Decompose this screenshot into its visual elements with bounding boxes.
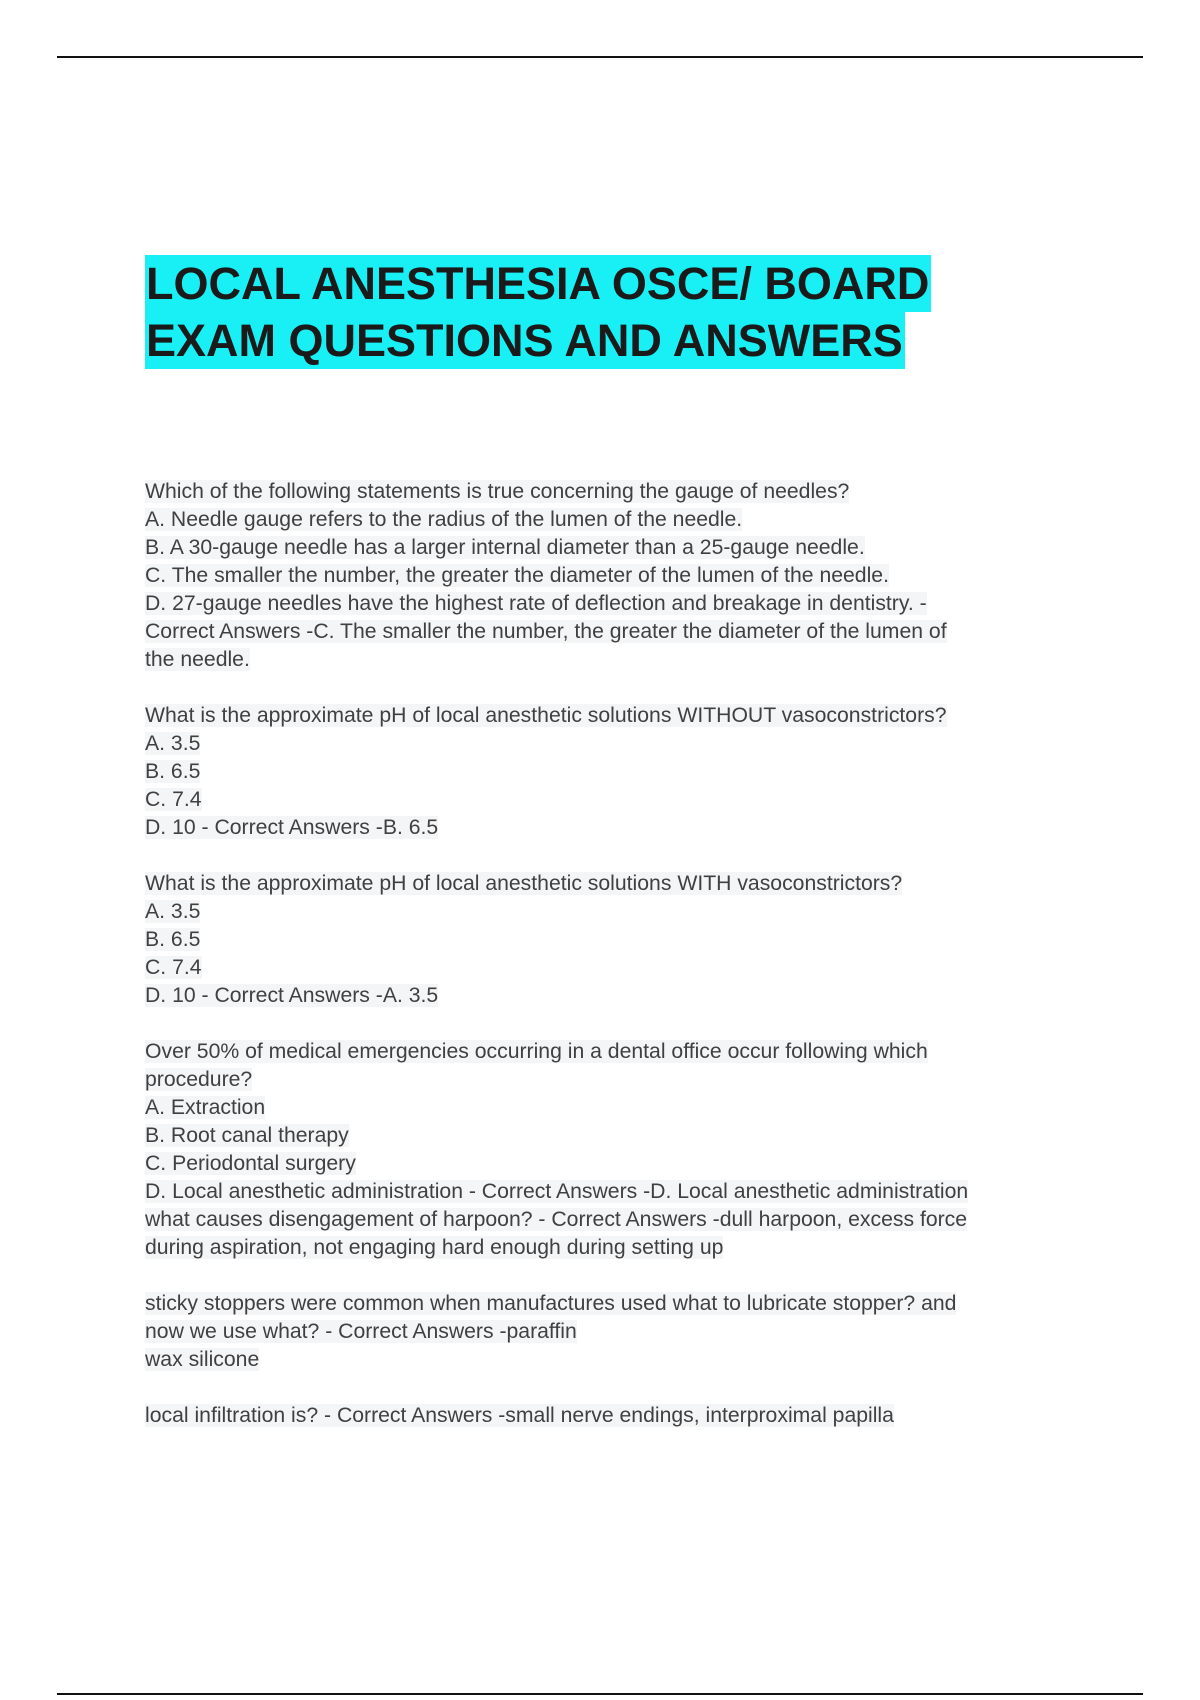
qa-line-text: D. 10 - Correct Answers -B. 6.5 (145, 816, 439, 839)
qa-line (145, 1402, 1105, 1430)
qa-line (145, 534, 1105, 562)
qa-line-text: Over 50% of medical emergencies occurring in a dental office occur following which (145, 1040, 928, 1063)
qa-line (145, 926, 1105, 954)
qa-block (145, 478, 1105, 674)
qa-line-text: what causes disengagement of harpoon? - Correct Answers -dull harpoon, excess force (145, 1208, 968, 1231)
qa-line-text: D. 10 - Correct Answers -A. 3.5 (145, 984, 439, 1007)
title-line-2: EXAM QUESTIONS AND ANSWERS (145, 312, 905, 369)
qa-line (145, 702, 1105, 730)
qa-line-text: D. 27-gauge needles have the highest rate of deflection and breakage in dentistry. - (145, 592, 927, 615)
qa-line (145, 618, 1105, 646)
qa-line (145, 562, 1105, 590)
qa-line-text: A. Needle gauge refers to the radius of the lumen of the needle. (145, 508, 743, 531)
qa-line (145, 982, 1105, 1010)
qa-content (145, 478, 1105, 1458)
qa-line-text: wax silicone (145, 1348, 260, 1371)
qa-line (145, 1094, 1105, 1122)
qa-line (145, 1178, 1105, 1206)
qa-line-text: D. Local anesthetic administration - Correct Answers -D. Local anesthetic administration (145, 1180, 969, 1203)
qa-line (145, 786, 1105, 814)
qa-line (145, 814, 1105, 842)
qa-line (145, 1318, 1105, 1346)
qa-line-text: during aspiration, not engaging hard enough during setting up (145, 1236, 724, 1259)
qa-line (145, 1346, 1105, 1374)
qa-line-text: B. A 30-gauge needle has a larger internal diameter than a 25-gauge needle. (145, 536, 865, 559)
qa-line-text: B. 6.5 (145, 928, 201, 951)
qa-line-text: sticky stoppers were common when manufactures used what to lubricate stopper? and (145, 1292, 957, 1315)
qa-line (145, 730, 1105, 758)
qa-line (145, 590, 1105, 618)
qa-line (145, 506, 1105, 534)
qa-line (145, 1290, 1105, 1318)
qa-line-text: C. 7.4 (145, 956, 202, 979)
qa-line-text: the needle. (145, 648, 250, 671)
qa-line-text: C. The smaller the number, the greater the diameter of the lumen of the needle. (145, 564, 889, 587)
qa-line-text: A. 3.5 (145, 900, 201, 923)
qa-line-text: now we use what? - Correct Answers -paraffin (145, 1320, 577, 1343)
qa-line (145, 898, 1105, 926)
qa-line (145, 646, 1105, 674)
qa-line-text: A. Extraction (145, 1096, 266, 1119)
title-line-1: LOCAL ANESTHESIA OSCE/ BOARD (145, 255, 931, 312)
qa-line-text: C. 7.4 (145, 788, 202, 811)
qa-block (145, 1290, 1105, 1374)
qa-line-text: What is the approximate pH of local anesthetic solutions WITHOUT vasoconstrictors? (145, 704, 947, 727)
qa-block (145, 1038, 1105, 1262)
qa-line-text: procedure? (145, 1068, 253, 1091)
header-rule (57, 56, 1143, 58)
qa-line (145, 870, 1105, 898)
qa-line (145, 1122, 1105, 1150)
qa-line (145, 1206, 1105, 1234)
qa-line-text: local infiltration is? - Correct Answers -small nerve endings, interproximal papilla (145, 1404, 894, 1427)
qa-block (145, 1402, 1105, 1430)
document-title (145, 255, 1105, 369)
qa-block (145, 870, 1105, 1010)
qa-block (145, 702, 1105, 842)
qa-line-text: C. Periodontal surgery (145, 1152, 356, 1175)
qa-line (145, 1234, 1105, 1262)
qa-line-text: What is the approximate pH of local anesthetic solutions WITH vasoconstrictors? (145, 872, 903, 895)
footer-rule (57, 1693, 1143, 1695)
qa-line (145, 954, 1105, 982)
qa-line-text: Correct Answers -C. The smaller the number, the greater the diameter of the lumen of (145, 620, 947, 643)
qa-line (145, 1066, 1105, 1094)
qa-line-text: Which of the following statements is true concerning the gauge of needles? (145, 480, 850, 503)
qa-line (145, 478, 1105, 506)
qa-line-text: A. 3.5 (145, 732, 201, 755)
qa-line (145, 1150, 1105, 1178)
qa-line-text: B. Root canal therapy (145, 1124, 349, 1147)
qa-line (145, 1038, 1105, 1066)
qa-line-text: B. 6.5 (145, 760, 201, 783)
qa-line (145, 758, 1105, 786)
